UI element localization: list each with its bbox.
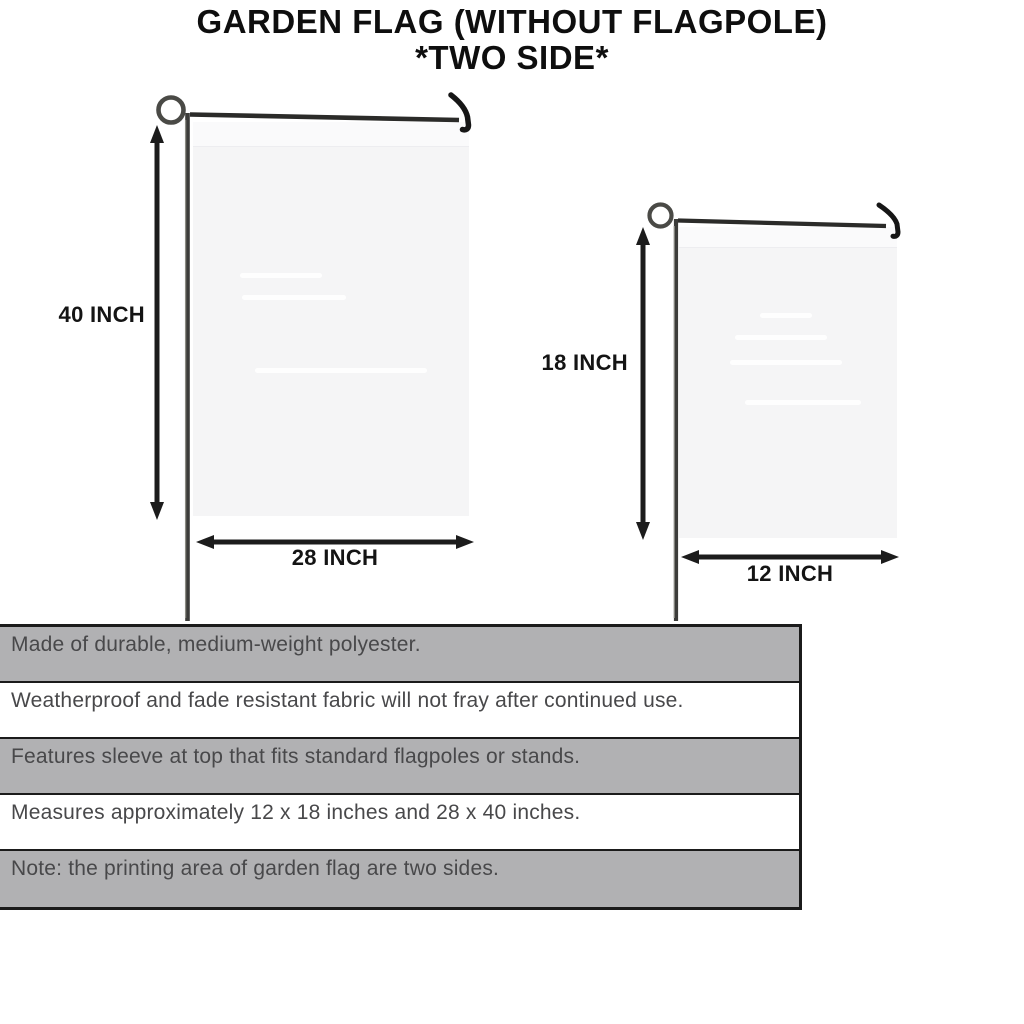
feature-row — [0, 683, 799, 739]
small-flag-fabric — [679, 227, 897, 538]
fabric-streak — [760, 313, 812, 318]
page-title-line-1: GARDEN FLAG (WITHOUT FLAGPOLE) — [196, 3, 828, 40]
flagpole-crossbar — [190, 115, 459, 121]
flagpole-loop-icon — [650, 205, 672, 227]
fabric-streak — [255, 368, 427, 373]
small-flag-height-label: 18 INCH — [541, 350, 628, 375]
small-flag-width-label: 12 INCH — [746, 561, 834, 586]
feature-row — [0, 851, 799, 907]
fabric-streak — [735, 335, 827, 340]
fabric-streak — [240, 273, 322, 278]
large-flag-width-label: 28 INCH — [291, 545, 379, 570]
features-table — [0, 624, 802, 910]
flagpole-crossbar — [678, 221, 886, 227]
fabric-streak — [730, 360, 842, 365]
fabric-streak — [745, 400, 861, 405]
large-flag-height-arrow — [150, 125, 164, 520]
feature-row — [0, 627, 799, 683]
small-flag-sleeve — [679, 227, 897, 248]
feature-row — [0, 739, 799, 795]
page-title — [0, 4, 1024, 76]
page-title-line-2: *TWO SIDE* — [415, 39, 609, 76]
flagpole-loop-icon — [159, 98, 184, 123]
large-flag-height-label: 40 INCH — [58, 302, 145, 327]
small-flag-height-arrow — [636, 227, 650, 540]
feature-row-text: Measures approximately 12 x 18 inches and 28 x 40 inches. — [11, 801, 581, 824]
large-flag-fabric — [193, 122, 469, 516]
large-flag-sleeve — [193, 122, 469, 147]
feature-row — [0, 795, 799, 851]
feature-row-text: Made of durable, medium-weight polyester. — [11, 633, 421, 656]
fabric-streak — [242, 295, 346, 300]
feature-row-text: Weatherproof and fade resistant fabric will not fray after continued use. — [11, 689, 684, 712]
feature-row-text: Features sleeve at top that fits standard flagpoles or stands. — [11, 745, 581, 768]
feature-row-text: Note: the printing area of garden flag are two sides. — [11, 857, 500, 880]
